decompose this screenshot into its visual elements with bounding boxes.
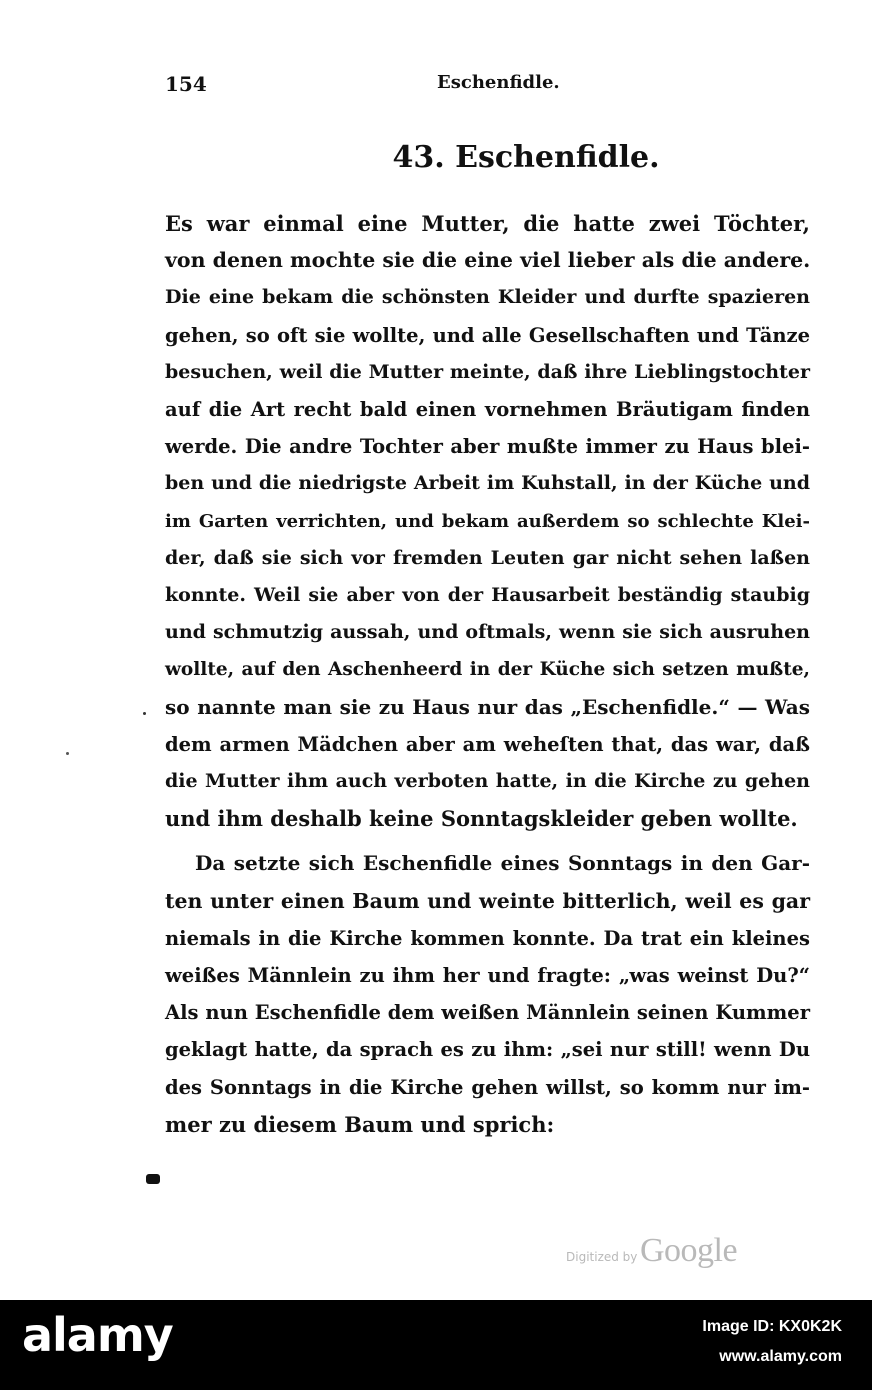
stock-footer bbox=[0, 1300, 872, 1390]
text-line: konnte. Weil sie aber von der Hausarbeit beständig staubig bbox=[165, 584, 810, 607]
text-line: werde. Die andre Tochter aber mußte immer zu Haus blei- bbox=[165, 435, 810, 459]
text-line: so nannte man sie zu Haus nur das „Eschenfidle.“ — Was bbox=[165, 694, 810, 719]
text-line: und schmutzig aussah, und oftmals, wenn sie sich ausruhen bbox=[165, 621, 810, 644]
stock-url: www.alamy.com bbox=[719, 1348, 842, 1365]
paragraph bbox=[165, 845, 810, 1143]
image-id: Image ID: KX0K2K bbox=[702, 1318, 842, 1335]
alamy-logo: alamy bbox=[22, 1308, 173, 1362]
text-line: mer zu diesem Baum und sprich: bbox=[165, 1111, 555, 1137]
text-line: von denen mochte sie die eine viel lieber als die andere. bbox=[165, 248, 811, 273]
text-line: Es war einmal eine Mutter, die hatte zwei Töchter, bbox=[165, 211, 810, 236]
text-line: die Mutter ihm auch verboten hatte, in die Kirche zu gehen bbox=[165, 770, 810, 793]
running-head bbox=[165, 72, 725, 102]
text-line: weißes Männlein zu ihm her und fragte: „was weinst Du?“ bbox=[165, 964, 810, 988]
text-line: dem armen Mädchen aber am weheſten that, das war, daß bbox=[165, 732, 810, 756]
scan-speck bbox=[143, 712, 146, 715]
text-line: Als nun Eschenfidle dem weißen Männlein seinen Kummer bbox=[165, 1001, 810, 1025]
text-line: wollte, auf den Aschenheerd in der Küche sich setzen mußte, bbox=[165, 659, 810, 681]
text-line: ten unter einen Baum und weinte bitterlich, weil es gar bbox=[165, 888, 810, 913]
page-number: 154 bbox=[165, 72, 207, 96]
paragraph bbox=[165, 205, 810, 837]
text-line: und ihm deshalb keine Sonntagskleider geben wollte. bbox=[165, 806, 798, 832]
text-line: der, daß sie sich vor fremden Leuten gar nicht sehen laßen bbox=[165, 546, 810, 569]
google-logo: Google bbox=[640, 1232, 738, 1269]
text-line: ben und die niedrigste Arbeit im Kuhstall, in der Küche und bbox=[165, 472, 810, 495]
text-line: des Sonntags in die Kirche gehen willst, so komm nur im- bbox=[165, 1075, 810, 1099]
text-line: niemals in die Kirche kommen konnte. Da trat ein kleines bbox=[165, 926, 810, 950]
text-line: besuchen, weil die Mutter meinte, daß ihre Lieblingstochter bbox=[165, 360, 810, 383]
digitized-by-label: Digitized by bbox=[566, 1250, 638, 1264]
digitized-watermark bbox=[566, 1232, 766, 1272]
text-line: geklagt hatte, da sprach es zu ihm: „sei nur still! wenn Du bbox=[165, 1038, 810, 1062]
running-head-title: Eschenfidle. bbox=[437, 72, 560, 93]
chapter-title: 43. Eschenfidle. bbox=[392, 140, 660, 175]
text-line: Die eine bekam die schönsten Kleider und durfte spazieren bbox=[165, 286, 810, 309]
text-line: im Garten verrichten, und bekam außerdem so schlechte Klei- bbox=[165, 510, 810, 532]
text-line: gehen, so oft sie wollte, und alle Gesellschaften und Tänze bbox=[165, 323, 810, 347]
text-line: Da setzte sich Eschenfidle eines Sonntags in den Gar- bbox=[195, 851, 810, 876]
body-text bbox=[165, 205, 810, 1143]
ink-blot bbox=[146, 1174, 160, 1184]
text-line: auf die Art recht bald einen vornehmen Bräutigam finden bbox=[165, 398, 810, 422]
scan-speck bbox=[66, 752, 69, 755]
